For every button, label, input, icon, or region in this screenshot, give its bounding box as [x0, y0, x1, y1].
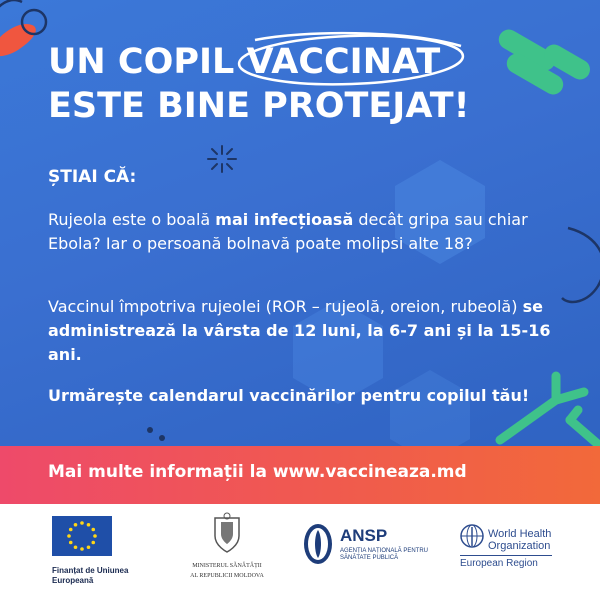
eu-star-icon — [80, 521, 84, 525]
paragraph-schedule-bold: se administrează la vârsta de 12 luni, la 6-7 ani și la 15-16 ani. — [48, 297, 551, 364]
headline-highlight — [247, 40, 441, 84]
coat-of-arms-icon — [207, 512, 247, 556]
dot-decoration — [159, 435, 165, 441]
partner-logos — [0, 504, 600, 600]
paragraph-measles-text: Rujeola este o boală — [48, 210, 216, 229]
hexagon-decoration — [390, 370, 470, 446]
who-region: European Region — [460, 558, 538, 569]
headline-line-2: ESTE BINE PROTEJAT! — [48, 86, 470, 126]
paragraph-measles-text-end: decât gripa sau chiar Ebola? Iar o persoană bolnavă poate molipsi alte 18? — [48, 210, 528, 253]
eu-star-icon — [87, 545, 91, 549]
paragraph-follow-calendar: Urmărește calendarul vaccinărilor pentru copilul tău! — [48, 386, 530, 405]
eu-star-icon — [87, 523, 91, 527]
orange-bean-decoration — [0, 24, 36, 56]
headline-highlight-word: VACCINAT — [246, 42, 441, 82]
ministry-caption-1: MINISTERUL SĂNĂTĂȚII — [192, 563, 262, 569]
who-logo — [460, 524, 590, 569]
ministry-caption-2: AL REPUBLICII MOLDOVA — [190, 573, 264, 579]
info-band — [0, 446, 600, 504]
intro-heading: ȘTIAI CĂ: — [48, 167, 137, 187]
eu-star-icon — [91, 528, 95, 532]
eu-flag-icon — [52, 516, 112, 556]
eu-star-icon — [91, 541, 95, 545]
ansp-title: ANSP — [340, 526, 388, 545]
eu-caption: Finanțat de Uniunea Europeană — [52, 566, 129, 585]
hand-drawn-oval-decoration — [235, 32, 475, 90]
who-name-line-2: Organization — [488, 540, 551, 552]
info-band-text[interactable]: Mai multe informații la www.vaccineaza.md — [48, 462, 467, 482]
ansp-logo — [302, 522, 452, 570]
who-name-line-1: World Health — [488, 528, 552, 540]
ministry-logo — [182, 512, 272, 580]
headline-prefix: UN COPIL — [48, 42, 235, 82]
who-emblem-icon — [460, 524, 484, 548]
eu-star-icon — [69, 541, 73, 545]
headline-line-1 — [48, 40, 470, 84]
ansp-emblem-icon — [302, 522, 334, 566]
dot-decoration — [147, 427, 153, 433]
arc-decoration — [0, 0, 22, 10]
eu-star-icon — [67, 534, 71, 538]
who-divider — [460, 555, 552, 556]
headline — [48, 40, 470, 128]
eu-star-icon — [74, 523, 78, 527]
paragraph-vaccine-schedule — [48, 295, 568, 367]
sparkle-decoration — [208, 146, 236, 172]
paragraph-measles-bold: mai infecțioasă — [215, 210, 354, 229]
paragraph-measles — [48, 208, 568, 256]
eu-star-icon — [69, 528, 73, 532]
who-name — [488, 528, 551, 552]
eu-star-icon — [74, 545, 78, 549]
eu-star-icon — [80, 547, 84, 551]
eu-star-icon — [93, 534, 97, 538]
paragraph-schedule-text: Vaccinul împotriva rujeolei (ROR – rujeolă, oreion, rubeolă) — [48, 297, 523, 316]
ansp-subtitle: AGENȚIA NAȚIONALĂ PENTRU SĂNĂTATE PUBLICĂ — [340, 548, 429, 561]
eu-logo — [52, 516, 142, 586]
